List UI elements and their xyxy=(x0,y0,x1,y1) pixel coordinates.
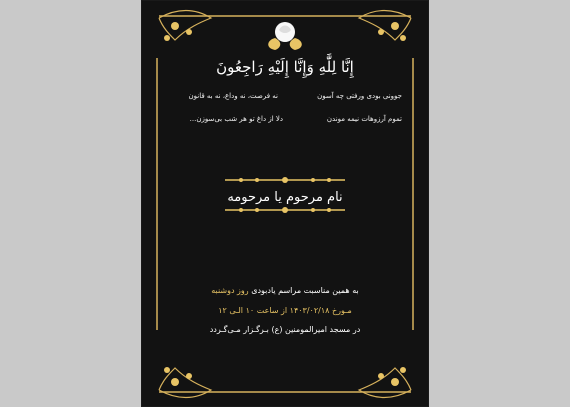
verse: إِنَّا لِلَّٰهِ وَإِنَّا إِلَيْهِ رَاجِعُونَ xyxy=(216,58,354,76)
poem-line-2: نه فرصت، نه وداع، نه به قانون xyxy=(188,92,278,100)
rose-icon xyxy=(268,22,302,50)
poem-line-3: تموم آرزوهات نیمه موندن xyxy=(326,115,402,123)
message-line-1 xyxy=(141,286,429,295)
message-prefix: به همین مناسبت مراسم یادبودی xyxy=(251,286,359,295)
divider-top xyxy=(225,177,345,183)
divider-bottom xyxy=(225,207,345,213)
memorial-card xyxy=(141,0,429,407)
message-line-3: در مسجد امیرالمومنین (ع) بـرگـزار مـی‌گـردد xyxy=(209,325,361,334)
poem-line-4: دلا از داغ تو هر شب بی‌سوزن... xyxy=(189,115,283,123)
message-highlight: روز دوشنبه xyxy=(211,286,249,295)
poem-line-1: جوونی بودی ورفتی چه آسون xyxy=(317,92,402,100)
deceased-name: نام مرحوم یا مرحومه xyxy=(227,190,343,205)
message-line-2: مـورخ ۱۴۰۳/۰۲/۱۸ از ساعت ۱۰ الـی ۱۲ xyxy=(218,306,352,315)
